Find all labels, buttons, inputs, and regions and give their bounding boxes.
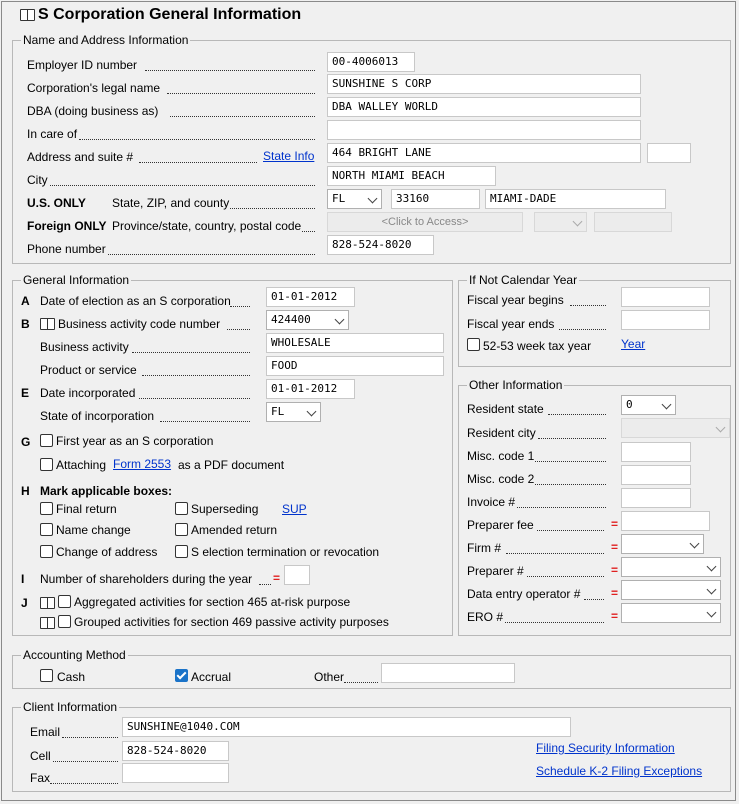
preparer-fee-label: Preparer fee	[467, 518, 534, 532]
final-return-label: Final return	[56, 502, 117, 516]
misc1-label: Misc. code 1	[467, 449, 535, 463]
date-incorporated-field[interactable]: 01-01-2012	[266, 379, 355, 399]
amended-return-checkbox[interactable]	[175, 523, 188, 536]
email-leader	[62, 737, 118, 738]
fiscal-begins-label: Fiscal year begins	[467, 293, 564, 307]
required-marker: =	[611, 586, 619, 600]
attaching-checkbox[interactable]	[40, 458, 53, 471]
business-activity-field[interactable]: WHOLESALE	[266, 333, 444, 353]
cell-label: Cell	[30, 749, 51, 763]
fiscal-year-legend: If Not Calendar Year	[469, 273, 578, 287]
fax-leader	[50, 783, 118, 784]
preparer-select[interactable]	[621, 557, 721, 577]
resident-state-leader	[548, 414, 606, 415]
state-select[interactable]	[327, 189, 382, 209]
date-election-leader	[230, 306, 250, 307]
ero-label: ERO #	[467, 610, 504, 624]
year-link[interactable]: Year	[621, 337, 646, 351]
state-incorp-label: State of incorporation	[40, 409, 155, 423]
book-icon[interactable]	[40, 597, 54, 608]
fiscal-ends-field[interactable]	[621, 310, 710, 330]
general-info-legend: General Information	[23, 273, 130, 287]
chevron-down-icon	[573, 217, 583, 227]
date-incorporated-leader	[139, 398, 250, 399]
accounting-legend: Accounting Method	[23, 648, 126, 662]
attaching-label: Attaching	[56, 458, 107, 472]
preparer-fee-leader	[537, 530, 604, 531]
country-select[interactable]	[534, 212, 587, 232]
resident-state-label: Resident state	[467, 402, 544, 416]
accrual-checkbox[interactable]	[175, 669, 188, 682]
grouped-checkbox[interactable]	[58, 615, 71, 628]
state-zip-leader	[230, 208, 315, 209]
data-entry-label: Data entry operator #	[467, 587, 581, 601]
us-only-label: U.S. ONLY	[27, 196, 86, 210]
state-incorp-value: FL	[271, 405, 285, 418]
num-shareholders-label: Number of shareholders during the year	[40, 572, 253, 586]
phone-label: Phone number	[27, 242, 106, 256]
firm-label: Firm #	[467, 541, 501, 555]
legal-name-label: Corporation's legal name	[27, 81, 161, 95]
cell-leader	[53, 761, 118, 762]
num-shareholders-field[interactable]	[284, 565, 310, 585]
letter-h: H	[21, 484, 30, 498]
misc1-field[interactable]	[621, 442, 691, 462]
letter-a: A	[21, 294, 30, 308]
chevron-down-icon	[707, 562, 717, 572]
change-address-label: Change of address	[56, 545, 158, 559]
chevron-down-icon	[662, 400, 672, 410]
ein-field[interactable]: 00-4006013	[327, 52, 415, 72]
fax-label: Fax	[30, 771, 51, 785]
sup-link[interactable]: SUP	[282, 502, 307, 516]
required-marker: =	[611, 563, 619, 577]
chevron-down-icon	[307, 407, 317, 417]
business-code-leader	[227, 329, 250, 330]
s-election-term-checkbox[interactable]	[175, 545, 188, 558]
page-title-text: S Corporation General Information	[38, 6, 302, 23]
ero-select[interactable]	[621, 603, 721, 623]
resident-city-leader	[538, 438, 606, 439]
state-incorp-leader	[160, 421, 250, 422]
invoice-label: Invoice #	[467, 495, 516, 509]
state-zip-county-label: State, ZIP, and county	[112, 196, 230, 210]
dba-label: DBA (doing business as)	[27, 104, 159, 118]
letter-i: I	[21, 572, 25, 586]
superseding-checkbox[interactable]	[175, 502, 188, 515]
other-method-label: Other	[314, 670, 345, 684]
email-field[interactable]: SUNSHINE@1040.COM	[122, 717, 571, 737]
postal-code-field[interactable]	[594, 212, 672, 232]
resident-state-select[interactable]	[621, 395, 676, 415]
business-code-select[interactable]	[266, 310, 349, 330]
chevron-down-icon	[368, 194, 378, 204]
as-pdf-label: as a PDF document	[178, 458, 285, 472]
first-year-label: First year as an S corporation	[56, 434, 214, 448]
chevron-down-icon	[716, 423, 726, 433]
click-to-access-field[interactable]: <Click to Access>	[327, 212, 523, 232]
address-field[interactable]: 464 BRIGHT LANE	[327, 143, 641, 163]
zip-field[interactable]: 33160	[391, 189, 480, 209]
dba-field[interactable]: DBA WALLEY WORLD	[327, 97, 641, 117]
resident-city-select[interactable]	[621, 418, 730, 438]
business-code-label: Business activity code number	[58, 317, 221, 331]
name-address-legend: Name and Address Information	[23, 33, 189, 47]
k2-exceptions-link[interactable]: Schedule K-2 Filing Exceptions	[536, 764, 703, 778]
firm-leader	[506, 553, 604, 554]
required-marker: =	[611, 609, 619, 623]
phone-leader	[108, 254, 315, 255]
grouped-label: Grouped activities for section 469 passive activity purposes	[74, 615, 389, 629]
business-code-value: 424400	[271, 313, 311, 326]
date-incorporated-label: Date incorporated	[40, 386, 136, 400]
business-activity-label: Business activity	[40, 340, 129, 354]
accrual-label: Accrual	[191, 670, 232, 684]
num-shareholders-leader	[259, 584, 271, 585]
aggregated-checkbox[interactable]	[58, 595, 71, 608]
misc2-label: Misc. code 2	[467, 472, 535, 486]
final-return-checkbox[interactable]	[40, 502, 53, 515]
required-marker: =	[273, 571, 281, 585]
firm-select[interactable]	[621, 534, 704, 554]
ero-leader	[505, 622, 604, 623]
chevron-down-icon	[690, 539, 700, 549]
state-incorp-select[interactable]	[266, 402, 321, 422]
other-method-leader	[344, 682, 378, 683]
preparer-fee-field[interactable]	[621, 511, 710, 531]
suite-field[interactable]	[647, 143, 691, 163]
ein-label: Employer ID number	[27, 58, 138, 72]
legal-name-field[interactable]: SUNSHINE S CORP	[327, 74, 641, 94]
aggregated-label: Aggregated activities for section 465 at-risk purpose	[74, 595, 351, 609]
in-care-of-field[interactable]	[327, 120, 641, 140]
book-icon[interactable]	[40, 318, 54, 329]
city-label: City	[27, 173, 48, 187]
phone-field[interactable]: 828-524-8020	[327, 235, 434, 255]
other-method-field[interactable]	[381, 663, 515, 683]
address-label: Address and suite #	[27, 150, 134, 164]
amended-return-label: Amended return	[191, 523, 278, 537]
fiscal-begins-leader	[570, 305, 606, 306]
chevron-down-icon	[335, 315, 345, 325]
province-label: Province/state, country, postal code	[112, 219, 302, 233]
fiscal-ends-label: Fiscal year ends	[467, 317, 555, 331]
fax-field[interactable]	[122, 763, 229, 783]
book-icon[interactable]	[20, 9, 34, 20]
data-entry-select[interactable]	[621, 580, 721, 600]
page-title	[20, 6, 301, 24]
misc2-field[interactable]	[621, 465, 691, 485]
invoice-field[interactable]	[621, 488, 691, 508]
email-label: Email	[30, 725, 61, 739]
county-field[interactable]: MIAMI-DADE	[485, 189, 666, 209]
letter-g: G	[21, 435, 31, 449]
date-election-field[interactable]: 01-01-2012	[266, 287, 355, 307]
ein-leader	[145, 70, 315, 71]
preparer-leader	[527, 576, 604, 577]
foreign-only-label: Foreign ONLY	[27, 219, 107, 233]
product-label: Product or service	[40, 363, 137, 377]
misc2-leader	[535, 484, 606, 485]
province-leader	[302, 231, 315, 232]
dba-leader	[170, 116, 315, 117]
name-change-checkbox[interactable]	[40, 523, 53, 536]
week-tax-year-label: 52-53 week tax year	[483, 339, 592, 353]
cell-field[interactable]: 828-524-8020	[122, 741, 229, 761]
city-field[interactable]: NORTH MIAMI BEACH	[327, 166, 496, 186]
change-address-checkbox[interactable]	[40, 545, 53, 558]
letter-j: J	[21, 596, 28, 610]
form-2553-link[interactable]: Form 2553	[113, 457, 172, 471]
preparer-label: Preparer #	[467, 564, 524, 578]
first-year-checkbox[interactable]	[40, 434, 53, 447]
required-marker: =	[611, 540, 619, 554]
chevron-down-icon	[707, 585, 717, 595]
book-icon[interactable]	[40, 617, 54, 628]
fiscal-begins-field[interactable]	[621, 287, 710, 307]
data-entry-leader	[584, 599, 604, 600]
week-tax-year-checkbox[interactable]	[467, 338, 480, 351]
fiscal-ends-leader	[559, 329, 606, 330]
mark-boxes-label: Mark applicable boxes:	[40, 484, 173, 498]
letter-e: E	[21, 386, 30, 400]
required-marker: =	[611, 517, 619, 531]
filing-security-link[interactable]: Filing Security Information	[536, 741, 675, 755]
product-leader	[142, 375, 250, 376]
cash-checkbox[interactable]	[40, 669, 53, 682]
other-info-legend: Other Information	[469, 378, 563, 392]
resident-state-value: 0	[626, 398, 633, 411]
in-care-of-leader	[79, 139, 315, 140]
chevron-down-icon	[707, 608, 717, 618]
invoice-leader	[517, 507, 606, 508]
state-info-link[interactable]: State Info	[263, 149, 315, 163]
state-value: FL	[332, 192, 346, 205]
letter-b: B	[21, 317, 30, 331]
address-leader	[139, 162, 257, 163]
misc1-leader	[535, 461, 606, 462]
legal-name-leader	[167, 93, 315, 94]
client-info-legend: Client Information	[23, 700, 118, 714]
s-election-term-label: S election termination or revocation	[191, 545, 380, 559]
resident-city-label: Resident city	[467, 426, 536, 440]
name-change-label: Name change	[56, 523, 131, 537]
product-field[interactable]: FOOD	[266, 356, 444, 376]
date-election-label: Date of election as an S corporation	[40, 294, 231, 308]
accounting-group	[12, 648, 731, 689]
city-leader	[50, 185, 315, 186]
cash-label: Cash	[57, 670, 86, 684]
superseding-label: Superseding	[191, 502, 259, 516]
business-activity-leader	[132, 352, 250, 353]
in-care-of-label: In care of	[27, 127, 78, 141]
